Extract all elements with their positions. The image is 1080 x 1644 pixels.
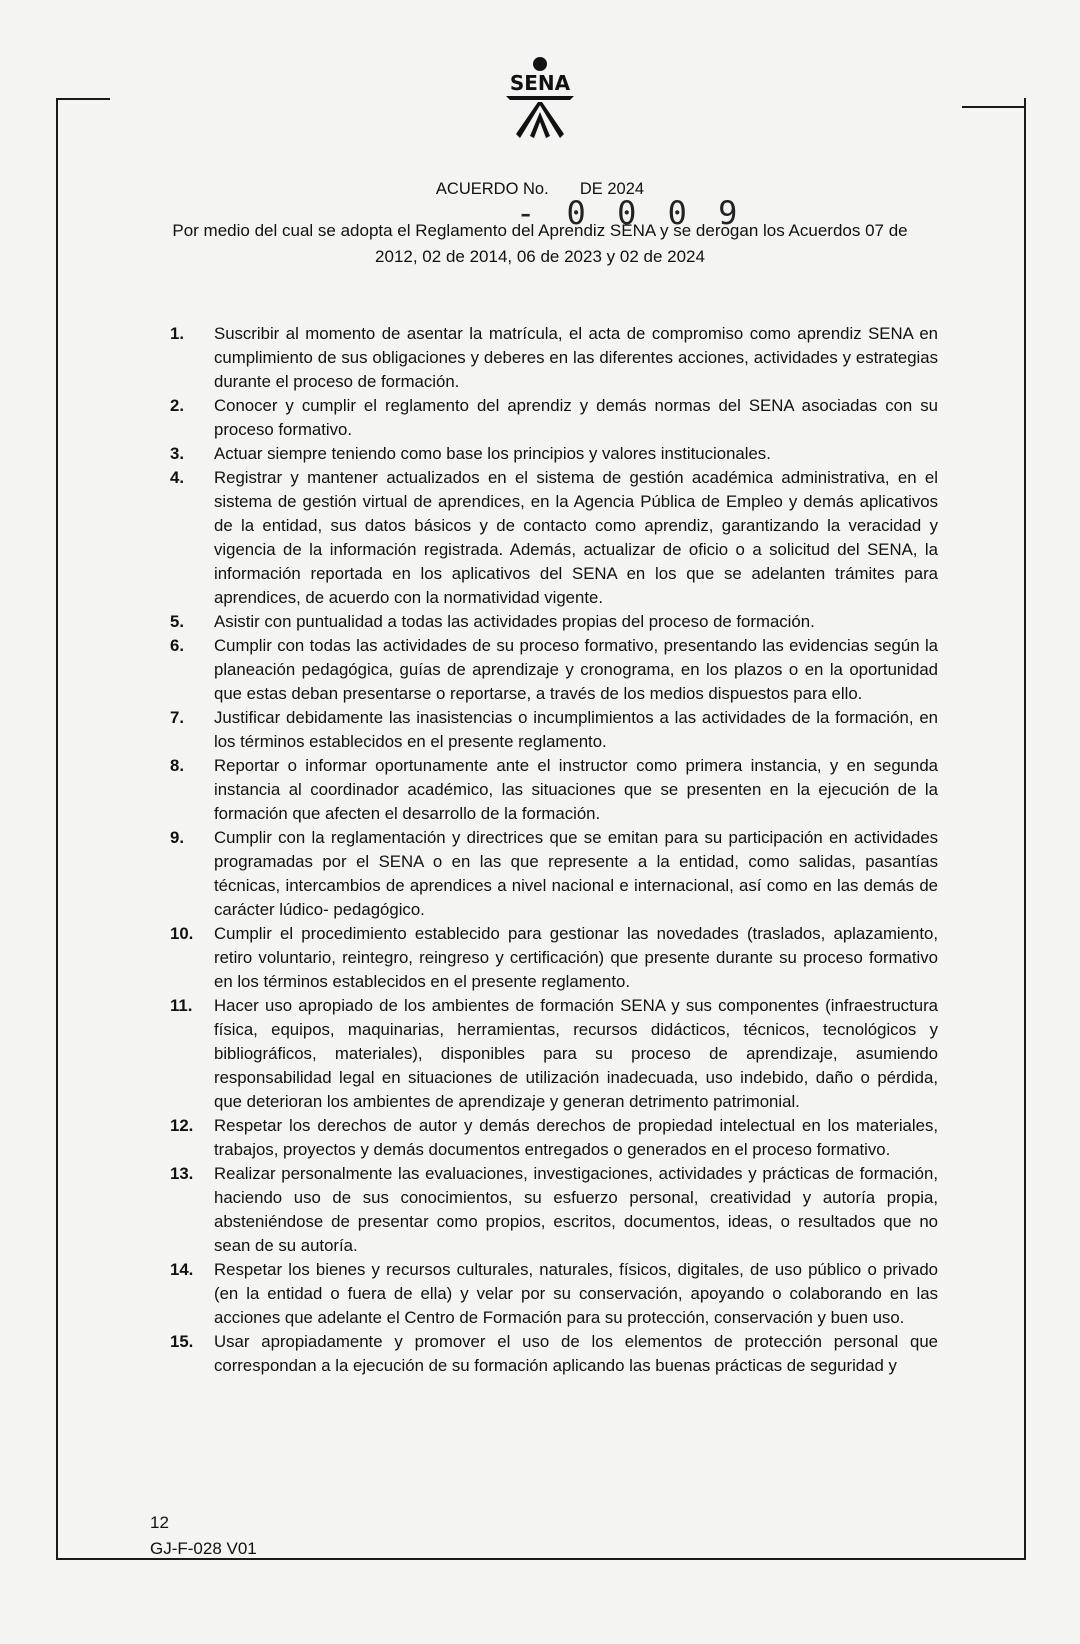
obligation-item	[170, 994, 938, 1114]
obligation-item	[170, 610, 938, 634]
obligation-text: Reportar o informar oportunamente ante el instructor como primera instancia, y en segunda instancia al coordinador académico, las situaciones que se presenten en la ejecución de la formación que afecten el desarrollo de la formación.	[214, 756, 938, 823]
obligation-number: 5.	[170, 612, 184, 631]
obligation-text: Respetar los bienes y recursos culturales, naturales, físicos, digitales, de uso público o privado (en la entidad o fuera de ella) y velar por su conservación, apoyando o colaborando en las acciones que adelante el Centro de Formación para su protección, conservación y buen uso.	[214, 1260, 938, 1327]
acuerdo-number-stamp: - 0 0 0 9	[516, 194, 744, 232]
obligation-text: Asistir con puntualidad a todas las actividades propias del proceso de formación.	[214, 612, 815, 631]
document-header	[160, 180, 920, 270]
obligation-number: 11.	[170, 996, 193, 1015]
obligation-text: Usar apropiadamente y promover el uso de los elementos de protección personal que correspondan a la ejecución de su formación aplicando las buenas prácticas de seguridad y	[214, 1332, 938, 1375]
obligation-text: Cumplir con todas las actividades de su proceso formativo, presentando las evidencias según la planeación pedagógica, guías de aprendizaje y cronograma, en los plazos o en la oportunidad que estas deban presentarse o reportarse, a través de los medios dispuestos para ello.	[214, 636, 938, 703]
sena-logo	[484, 52, 596, 142]
obligations-list	[170, 322, 938, 1378]
obligation-text: Cumplir con la reglamentación y directrices que se emitan para su participación en actividades programadas por el SENA o en las que represente a la entidad, como salidas, pasantías técnicas, intercambios de aprendices a nivel nacional e internacional, así como en las demás de carácter lúdico- pedagógico.	[214, 828, 938, 919]
obligation-number: 13.	[170, 1164, 194, 1183]
obligation-number: 3.	[170, 444, 184, 463]
obligation-item	[170, 394, 938, 442]
obligation-item	[170, 442, 938, 466]
obligation-number: 12.	[170, 1116, 194, 1135]
obligation-number: 4.	[170, 468, 184, 487]
page-number: 12	[150, 1513, 169, 1532]
obligation-item	[170, 1162, 938, 1258]
sena-logo-text: SENA	[509, 71, 571, 95]
obligation-item	[170, 634, 938, 706]
obligation-item	[170, 1330, 938, 1378]
obligation-text: Registrar y mantener actualizados en el sistema de gestión académica administrativa, en el sistema de gestión virtual de aprendices, en la Agencia Pública de Empleo y demás aplicativos de la entidad, sus datos básicos y de contacto como aprendiz, garantizando la veracidad y vigencia de la información registrada. Además, actualizar de oficio o a solicitud del SENA, la información reportada en los aplicativos del SENA en los que se adelanten trámites para aprendices, de acuerdo con la normatividad vigente.	[214, 468, 938, 607]
obligation-item	[170, 1258, 938, 1330]
obligation-item	[170, 754, 938, 826]
obligation-text: Realizar personalmente las evaluaciones, investigaciones, actividades y prácticas de formación, haciendo uso de sus conocimientos, su esfuerzo personal, creatividad y autoría propia, absteniéndose de presentar como propios, escritos, documentos, ideas, o resultados que no sean de su autoría.	[214, 1164, 938, 1255]
obligation-item	[170, 1114, 938, 1162]
obligation-number: 2.	[170, 396, 184, 415]
obligation-item	[170, 706, 938, 754]
obligation-number: 1.	[170, 324, 184, 343]
form-code: GJ-F-028 V01	[150, 1539, 257, 1558]
obligation-text: Respetar los derechos de autor y demás derechos de propiedad intelectual en los materiales, trabajos, proyectos y demás documentos entregados o generados en el proceso formativo.	[214, 1116, 938, 1159]
obligation-text: Justificar debidamente las inasistencias o incumplimientos a las actividades de la formación, en los términos establecidos en el presente reglamento.	[214, 708, 938, 751]
subtitle-line-2: 2012, 02 de 2014, 06 de 2023 y 02 de 2024	[375, 247, 705, 266]
obligation-item	[170, 826, 938, 922]
obligation-text: Suscribir al momento de asentar la matrícula, el acta de compromiso como aprendiz SENA en cumplimiento de sus obligaciones y deberes en las diferentes acciones, actividades y estrategias durante el proceso de formación.	[214, 324, 938, 391]
obligation-item	[170, 322, 938, 394]
acuerdo-year: DE 2024	[579, 180, 645, 198]
obligation-number: 6.	[170, 636, 184, 655]
page-footer	[150, 1510, 257, 1562]
obligation-number: 10.	[170, 924, 194, 943]
obligation-text: Hacer uso apropiado de los ambientes de formación SENA y sus componentes (infraestructura física, equipos, maquinarias, herramientas, recursos didácticos, técnicos, tecnológicos y bibliográficos, materiales), disponibles para su proceso de aprendizaje, asumiendo responsabilidad legal en situaciones de utilización inadecuada, uso indebido, daño o pérdida, que deterioran los ambientes de aprendizaje y generan detrimento patrimonial.	[214, 996, 938, 1111]
obligation-item	[170, 466, 938, 610]
obligation-text: Conocer y cumplir el reglamento del aprendiz y demás normas del SENA asociadas con su proceso formativo.	[214, 396, 938, 439]
obligation-number: 7.	[170, 708, 184, 727]
obligation-text: Actuar siempre teniendo como base los principios y valores institucionales.	[214, 444, 771, 463]
obligation-text: Cumplir el procedimiento establecido para gestionar las novedades (traslados, aplazamiento, retiro voluntario, reintegro, reingreso y certificación) que presente durante su proceso formativo en los términos establecidos en el presente reglamento.	[214, 924, 938, 991]
frame-top-right-line	[962, 106, 1024, 108]
obligation-number: 14.	[170, 1260, 194, 1279]
obligation-number: 15.	[170, 1332, 194, 1351]
obligation-item	[170, 922, 938, 994]
acuerdo-label: ACUERDO No.	[435, 180, 549, 198]
obligation-number: 9.	[170, 828, 184, 847]
subtitle-line-1: Por medio del cual se adopta el Reglamento del Aprendiz SENA y se derogan los Acuerdos 07 de	[172, 221, 908, 240]
obligation-number: 8.	[170, 756, 184, 775]
